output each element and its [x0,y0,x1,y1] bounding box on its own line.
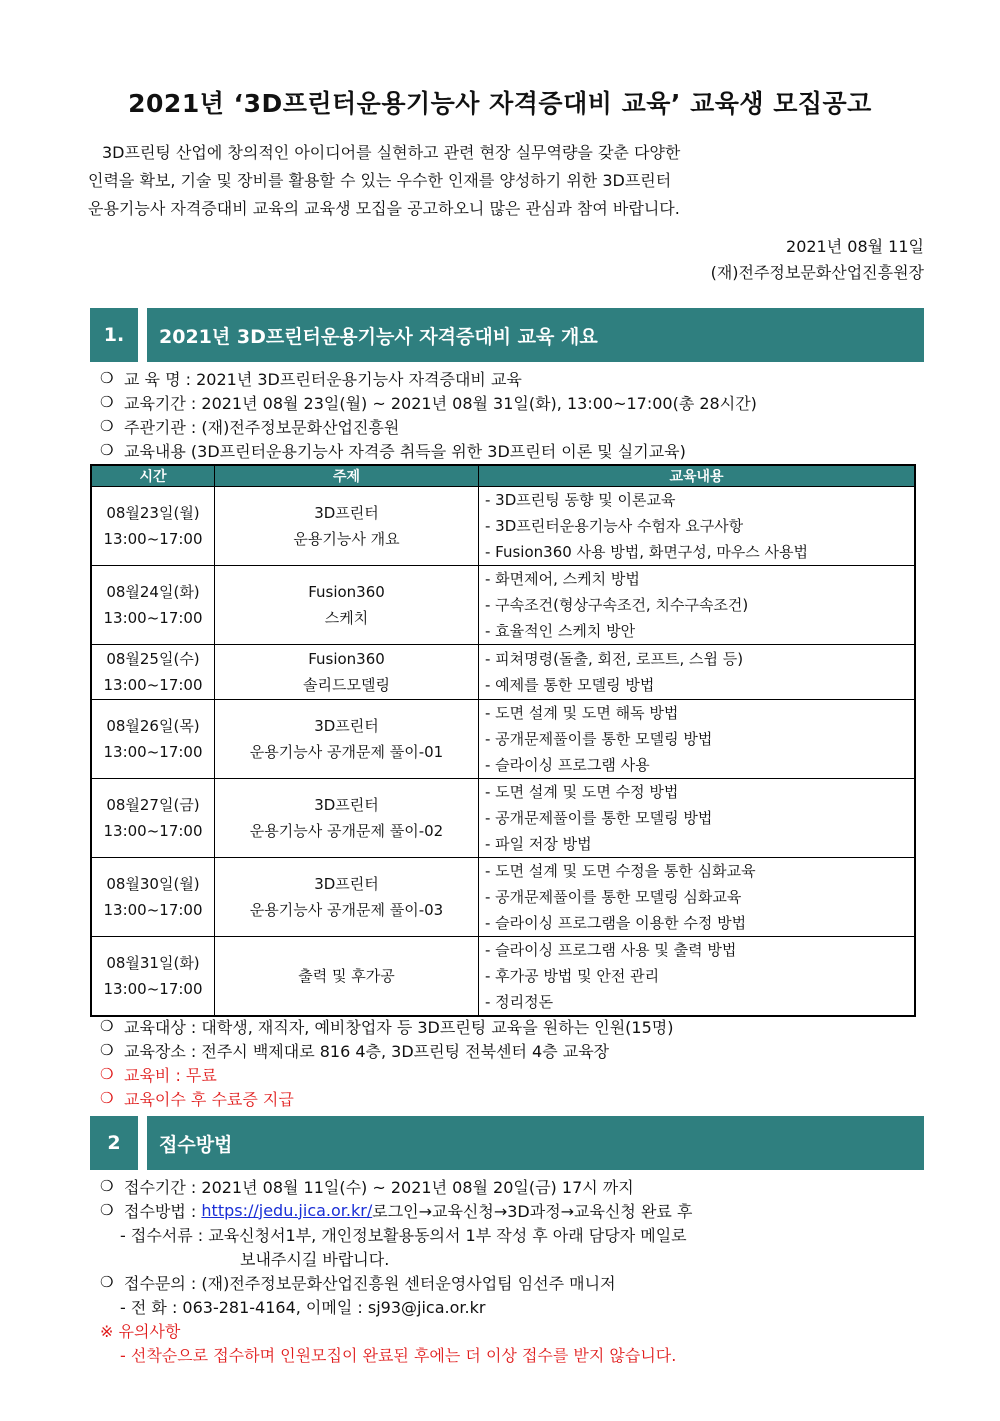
table-row: 08월24일(화) 13:00~17:00 Fusion360 스케치 - 화면제어, 스케치 방법 - 구속조건(형상구속조건, 치수구속조건) - 효율적인 스케치 방안 [91,566,915,645]
application-documents: - 접수서류 : 교육신청서1부, 개인정보활용동의서 1부 작성 후 아래 담당자 메일로 [120,1225,687,1245]
bullet-marker: ❍ [100,1017,114,1035]
schedule-table [90,464,916,1017]
intro-line-3: 운용기능사 자격증대비 교육의 교육생 모집을 공고하오니 많은 관심과 참여 바랍니다. [88,199,680,218]
header-topic: 주제 [215,465,479,487]
section-1-title: 2021년 3D프린터운용기능사 자격증대비 교육 개요 [147,308,924,362]
bullet-marker: ❍ [100,369,114,387]
table-row: 08월30일(월) 13:00~17:00 3D프린터 운용기능사 공개문제 풀이-03 - 도면 설계 및 도면 수정을 통한 심화교육 - 공개문제풀이를 통한 모델링 심화교육 - 슬라이싱 프로그램을 이용한 수정 방법 [91,858,915,937]
bullet-marker: ❍ [100,393,114,411]
header-content: 교육내용 [479,465,916,487]
table-header-row [91,465,915,487]
bullet-marker: ❍ [100,417,114,435]
notice-title: ※ 유의사항 [100,1321,181,1341]
notice-text: - 선착순으로 접수하며 인원모집이 완료된 후에는 더 이상 접수를 받지 않습니다. [120,1345,677,1365]
section-1-header [90,308,924,362]
section-2-list [100,1174,930,1318]
intro-line-1: 3D프린팅 산업에 창의적인 아이디어를 실현하고 관련 현장 실무역량을 갖춘 다양한 [102,143,681,162]
bullet-marker: ❍ [100,1273,114,1291]
section-2-header [90,1116,924,1170]
detail-item: ❍ 교육대상 : 대학생, 재직자, 예비창업자 등 3D프린팅 교육을 원하는 인원(15명) [100,1017,674,1037]
bullet-marker: ❍ [100,1201,114,1219]
table-row: 08월26일(목) 13:00~17:00 3D프린터 운용기능사 공개문제 풀이-01 - 도면 설계 및 도면 해독 방법 - 공개문제풀이를 통한 모델링 방법 - 슬라이싱 프로그램 사용 [91,700,915,779]
intro-paragraph [88,139,924,223]
section-1-overview-list [100,366,930,462]
table-row: 08월31일(화) 13:00~17:00 출력 및 후가공 - 슬라이싱 프로그램 사용 및 출력 방법 - 후가공 방법 및 안전 관리 - 정리정돈 [91,937,915,1017]
overview-item: ❍ 주관기관 : (재)전주정보문화산업진흥원 [100,417,400,437]
bullet-marker: ❍ [100,1177,114,1195]
detail-item-fee: ❍ 교육비 : 무료 [100,1065,217,1085]
overview-item: ❍ 교육내용 (3D프린터운용기능사 자격증 취득을 위한 3D프린터 이론 및 실기교육) [100,441,686,461]
bullet-marker: ❍ [100,441,114,459]
notice-block [100,1318,930,1366]
intro-line-2: 인력을 확보, 기술 및 장비를 활용할 수 있는 우수한 인재를 양성하기 위한 3D프린터 [88,171,672,190]
table-row: 08월23일(월) 13:00~17:00 3D프린터 운용기능사 개요 - 3D프린팅 동향 및 이론교육 - 3D프린터운용기능사 수험자 요구사항 - Fusion360 사용 방법, 화면구성, 마우스 사용법 [91,487,915,566]
application-period: ❍ 접수기간 : 2021년 08월 11일(수) ~ 2021년 08월 20일(금) 17시 까지 [100,1177,634,1197]
contact-info: - 전 화 : 063-281-4164, 이메일 : sj93@jica.or.kr [120,1297,486,1317]
application-method: ❍ 접수방법 : https://jedu.jica.or.kr/ 로그인→교육신청→3D과정→교육신청 완료 후 [100,1200,693,1221]
overview-item: ❍ 교 육 명 : 2021년 3D프린터운용기능사 자격증대비 교육 [100,369,522,389]
bullet-marker: ❍ [100,1065,114,1083]
application-inquiry: ❍ 접수문의 : (재)전주정보문화산업진흥원 센터운영사업팀 임선주 매니저 [100,1273,616,1293]
overview-item: ❍ 교육기간 : 2021년 08월 23일(월) ~ 2021년 08월 31일(화), 13:00~17:00(총 28시간) [100,393,757,413]
table-row: 08월27일(금) 13:00~17:00 3D프린터 운용기능사 공개문제 풀이-02 - 도면 설계 및 도면 수정 방법 - 공개문제풀이를 통한 모델링 방법 - 파일 저장 방법 [91,779,915,858]
application-link[interactable]: https://jedu.jica.or.kr/ [201,1200,373,1220]
detail-item: ❍ 교육장소 : 전주시 백제대로 816 4층, 3D프린팅 전북센터 4층 교육장 [100,1041,610,1061]
announcement-date: 2021년 08월 11일 [786,237,924,256]
bullet-marker: ❍ [100,1041,114,1059]
header-time: 시간 [91,465,215,487]
table-row: 08월25일(수) 13:00~17:00 Fusion360 솔리드모델링 - 피쳐명령(돌출, 회전, 로프트, 스윕 등) - 예제를 통한 모델링 방법 [91,645,915,700]
section-2-number: 2 [90,1116,138,1170]
detail-item-certificate: ❍ 교육이수 후 수료증 지급 [100,1089,294,1109]
bullet-marker: ❍ [100,1089,114,1107]
page-title: 2021년 ‘3D프린터운용기능사 자격증대비 교육’ 교육생 모집공고 [128,89,872,118]
application-documents-cont: 보내주시길 바랍니다. [240,1249,390,1269]
section-1-details-list [100,1014,930,1110]
section-1-number: 1. [90,308,138,362]
section-2-title: 접수방법 [147,1116,924,1170]
announcement-organization: (재)전주정보문화산업진흥원장 [710,263,924,282]
